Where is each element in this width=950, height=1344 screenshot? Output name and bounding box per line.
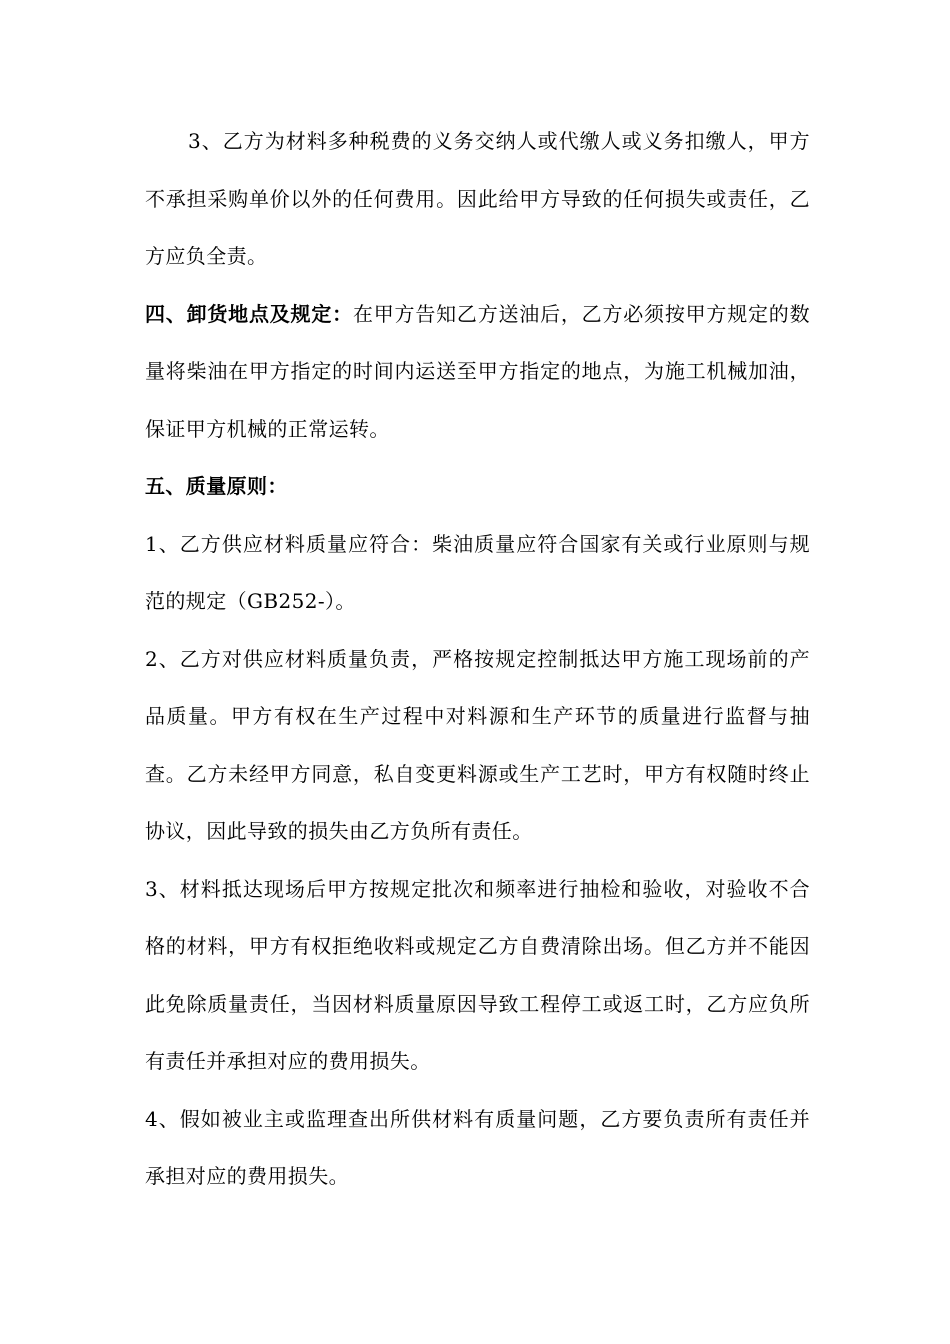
document-body	[145, 113, 810, 1206]
paragraph-text: 4、假如被业主或监理查出所供材料有质量问题，乙方要负责所有责任并承担对应的费用损失。	[145, 1106, 810, 1188]
section-5-quality	[145, 458, 810, 516]
section-heading: 四、卸货地点及规定：	[145, 301, 353, 326]
paragraph-text: 在甲方告知乙方送油后，乙方必须按甲方规定的数量将柴油在甲方指定的时间内运送至甲方指定的地点，为施工机械加油，保证甲方机械的正常运转。	[145, 301, 810, 441]
clause-2-quality-responsibility	[145, 631, 810, 861]
paragraph-text: 1、乙方供应材料质量应符合：柴油质量应符合国家有关或行业原则与规范的规定（GB252-）。	[145, 531, 810, 613]
clause-3-inspection	[145, 861, 810, 1091]
paragraph-text: 2、乙方对供应材料质量负责，严格按规定控制抵达甲方施工现场前的产品质量。甲方有权在生产过程中对料源和生产环节的质量进行监督与抽查。乙方未经甲方同意，私自变更料源或生产工艺时，甲方有权随时终止协议，因此导致的损失由乙方负所有责任。	[145, 646, 810, 843]
paragraph-text: 3、乙方为材料多种税费的义务交纳人或代缴人或义务扣缴人，甲方不承担采购单价以外的任何费用。因此给甲方导致的任何损失或责任，乙方应负全责。	[145, 129, 810, 268]
paragraph-text: 3、材料抵达现场后甲方按规定批次和频率进行抽检和验收，对验收不合格的材料，甲方有权拒绝收料或规定乙方自费清除出场。但乙方并不能因此免除质量责任，当因材料质量原因导致工程停工或返工时，乙方应负所有责任并承担对应的费用损失。	[145, 876, 810, 1073]
clause-3-tax-obligation	[145, 113, 810, 286]
section-4-unloading	[145, 286, 810, 459]
section-heading: 五、质量原则：	[145, 474, 288, 498]
clause-1-quality-standard	[145, 516, 810, 631]
clause-4-quality-issues	[145, 1091, 810, 1206]
